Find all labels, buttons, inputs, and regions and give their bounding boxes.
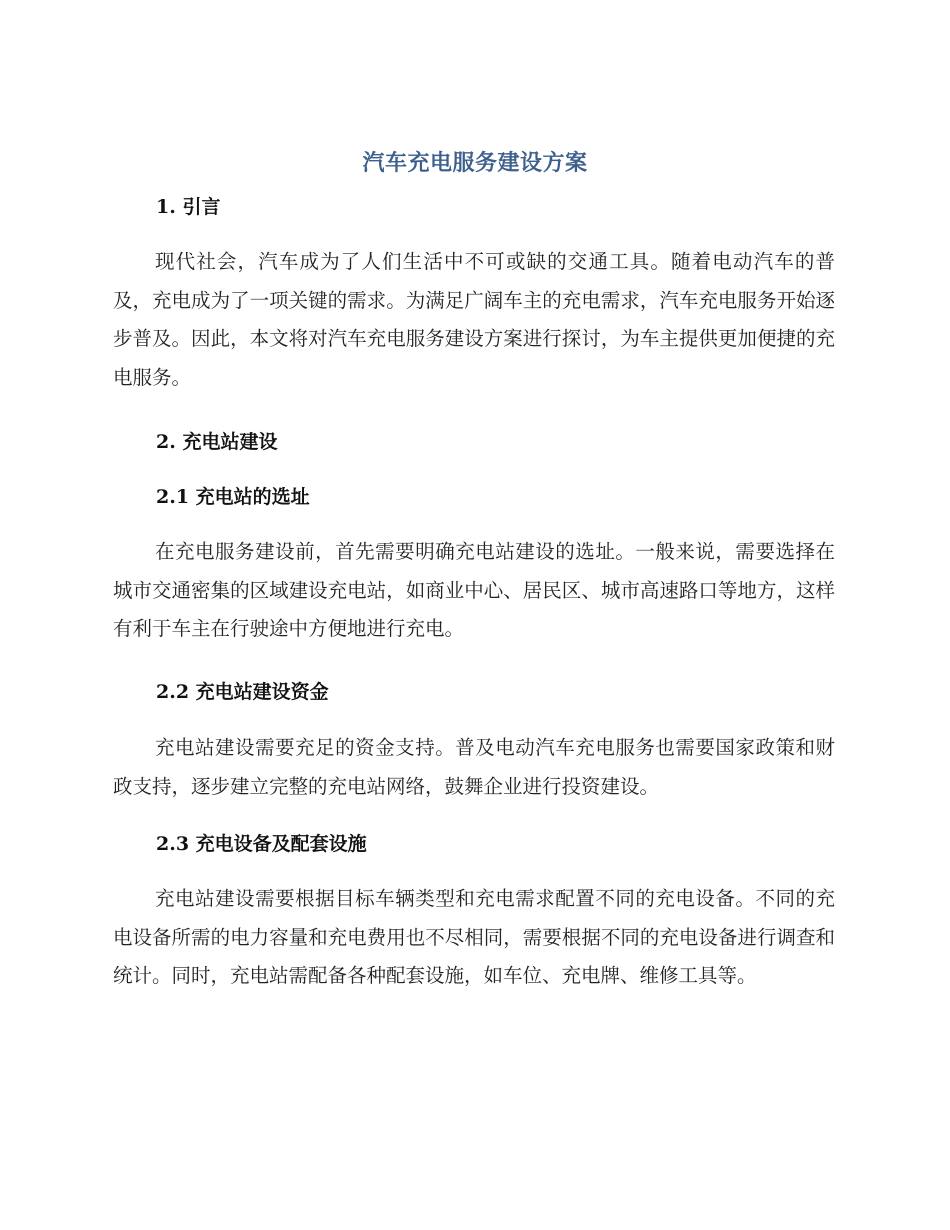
section-heading-site-selection: 2.1 充电站的选址 xyxy=(156,486,310,508)
section-heading-station-construction: 2. 充电站建设 xyxy=(156,431,278,453)
section-paragraph-equipment: 充电站建设需要根据目标车辆类型和充电需求配置不同的充电设备。不同的充电设备所需的电力容量和充电费用也不尽相同，需要根据不同的充电设备进行调查和统计。同时，充电站需配备各种配套设施，如车位、充电牌、维修工具等。 xyxy=(113,887,835,987)
document-title: 汽车充电服务建设方案 xyxy=(362,151,588,176)
section-heading-funding: 2.2 充电站建设资金 xyxy=(156,681,329,703)
section-paragraph-introduction: 现代社会，汽车成为了人们生活中不可或缺的交通工具。随着电动汽车的普及，充电成为了一项关键的需求。为满足广阔车主的充电需求，汽车充电服务开始逐步普及。因此，本文将对汽车充电服务建设方案进行探讨，为车主提供更加便捷的充电服务。 xyxy=(113,250,835,389)
section-paragraph-site-selection: 在充电服务建设前，首先需要明确充电站建设的选址。一般来说，需要选择在城市交通密集的区域建设充电站，如商业中心、居民区、城市高速路口等地方，这样有利于车主在行驶途中方便地进行充电。 xyxy=(113,540,835,640)
section-heading-introduction: 1. 引言 xyxy=(156,196,221,218)
section-heading-equipment: 2.3 充电设备及配套设施 xyxy=(156,833,367,855)
section-paragraph-funding: 充电站建设需要充足的资金支持。普及电动汽车充电服务也需要国家政策和财政支持，逐步建立完整的充电站网络，鼓舞企业进行投资建设。 xyxy=(113,736,835,798)
